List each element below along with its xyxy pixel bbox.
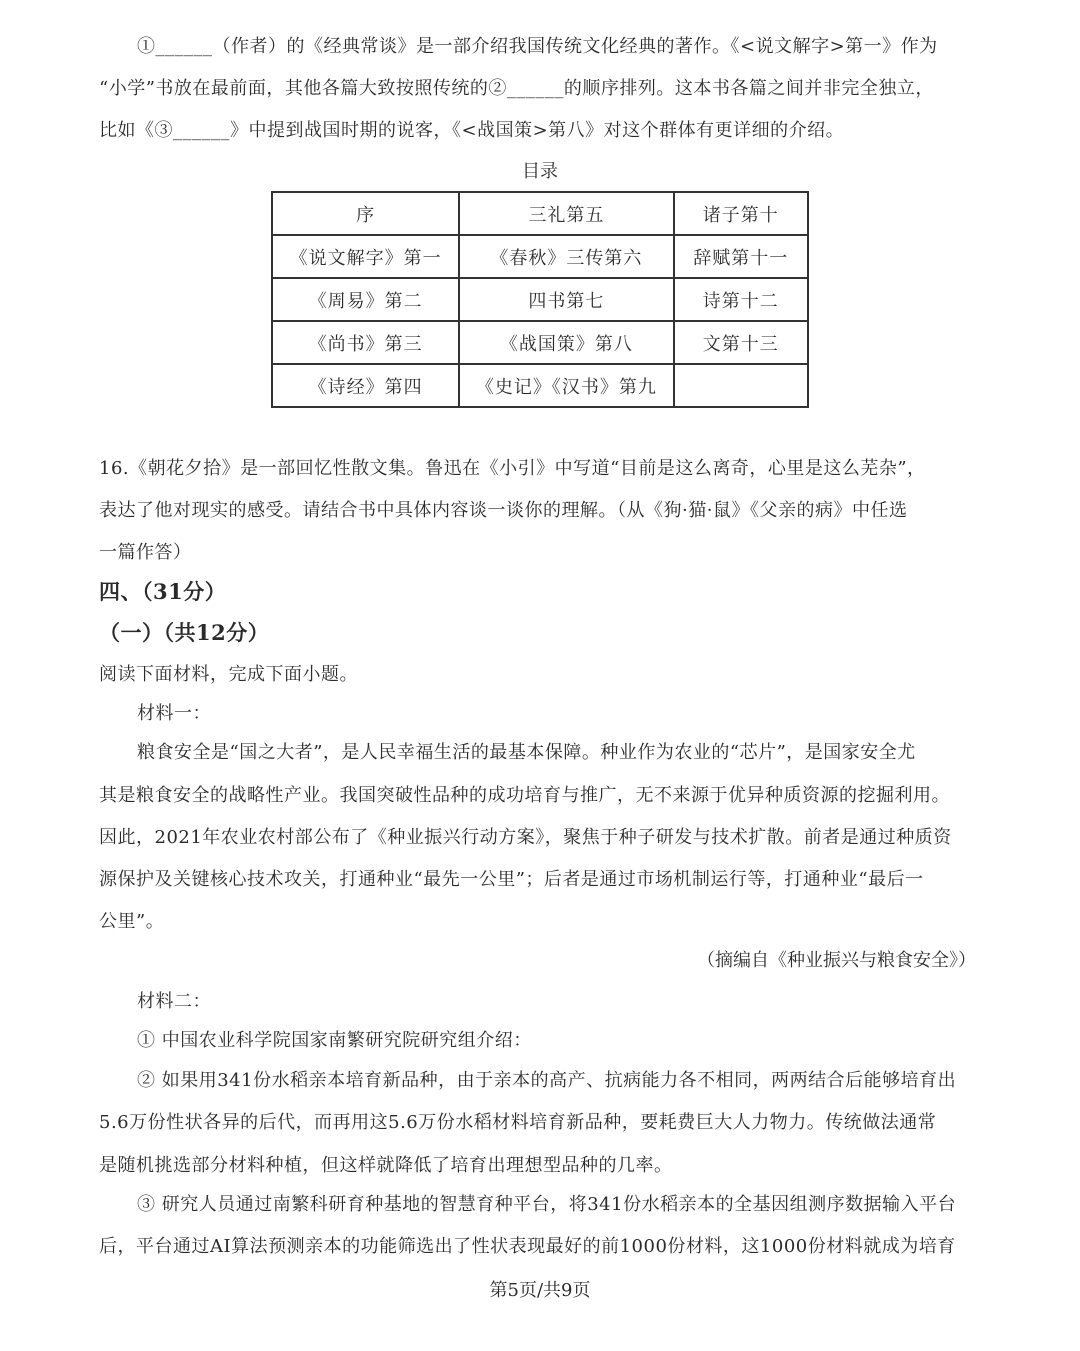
material-1-line: 其是粮食安全的战略性产业。我国突破性品种的成功培育与推广，无不来源于优异种质资源的挖掘利用。	[99, 785, 950, 806]
material-2-line: ③ 研究人员通过南繁科研育种基地的智慧育种平台，将341份水稻亲本的全基因组测序数据输入平台	[137, 1194, 957, 1215]
table-cell: 《尚书》第三	[272, 321, 459, 364]
material-2-line: ① 中国农业科学院国家南繁研究院研究组介绍：	[137, 1030, 532, 1051]
instruction-text: 阅读下面材料，完成下面小题。	[99, 664, 358, 685]
table-cell: 辞赋第十一	[674, 235, 809, 278]
table-cell: 《周易》第二	[272, 278, 459, 321]
table-cell	[674, 364, 809, 407]
table-cell: 序	[272, 192, 459, 235]
material-1-line: 粮食安全是“国之大者”，是人民幸福生活的最基本保障。种业作为农业的“芯片”，是国家安全尤	[137, 742, 916, 763]
material-2-line: 是随机挑选部分材料种植，但这样就降低了培育出理想型品种的几率。	[99, 1155, 673, 1176]
material-1-line: 因此，2021年农业农村部公布了《种业振兴行动方案》，聚焦于种子研发与技术扩散。前者是通过种质资	[99, 827, 952, 848]
toc-table	[271, 191, 809, 408]
material-2-line: 后，平台通过AI算法预测亲本的功能筛选出了性状表现最好的前1000份材料，这1000份材料就成为培育	[99, 1236, 956, 1257]
table-row	[272, 278, 808, 321]
table-cell: 三礼第五	[459, 192, 673, 235]
table-row	[272, 235, 808, 278]
material-2-line: ② 如果用341份水稻亲本培育新品种，由于亲本的高产、抗病能力各不相同，两两结合后能够培育出	[137, 1070, 957, 1091]
material-1-label: 材料一：	[137, 703, 211, 724]
table-row	[272, 364, 808, 407]
q16-line-3: 一篇作答）	[99, 542, 192, 563]
table-cell: 诗第十二	[674, 278, 809, 321]
table-cell: 《说文解字》第一	[272, 235, 459, 278]
material-1-line: 源保护及关键核心技术攻关，打通种业“最先一公里”；后者是通过市场机制运行等，打通种业“最后一	[99, 869, 924, 890]
subsection-heading: （一）（共12分）	[99, 620, 270, 645]
material-2-label: 材料二：	[137, 991, 211, 1012]
table-row	[272, 321, 808, 364]
toc-title: 目录	[522, 161, 558, 182]
table-cell: 《战国策》第八	[459, 321, 673, 364]
q15-line-3: 比如《③______》中提到战国时期的说客，《<战国策>第八》对这个群体有更详细的介绍。	[99, 120, 845, 141]
q15-line-1: ①______（作者）的《经典常谈》是一部介绍我国传统文化经典的著作。《<说文解字>第一》作为	[137, 36, 938, 57]
table-row	[272, 192, 808, 235]
material-1-line: 公里”。	[99, 911, 165, 932]
table-cell: 《史记》《汉书》第九	[459, 364, 673, 407]
page-footer: 第5页/共9页	[489, 1280, 591, 1301]
material-1-source: （摘编自《种业振兴与粮食安全》）	[697, 950, 976, 971]
table-cell: 文第十三	[674, 321, 809, 364]
material-2-line: 5.6万份性状各异的后代，而再用这5.6万份水稻材料培育新品种，要耗费巨大人力物力。传统做法通常	[99, 1112, 937, 1133]
table-cell: 《诗经》第四	[272, 364, 459, 407]
table-cell: 《春秋》三传第六	[459, 235, 673, 278]
table-cell: 四书第七	[459, 278, 673, 321]
q16-line-2: 表达了他对现实的感受。请结合书中具体内容谈一谈你的理解。（从《狗·猫·鼠》《父亲的病》中任选	[99, 500, 908, 521]
table-cell: 诸子第十	[674, 192, 809, 235]
q16-line-1: 16.《朝花夕拾》是一部回忆性散文集。鲁迅在《小引》中写道“目前是这么离奇，心里是这么芜杂”，	[99, 458, 926, 479]
q15-line-2: “小学”书放在最前面，其他各篇大致按照传统的②______的顺序排列。这本书各篇之间并非完全独立，	[99, 78, 934, 99]
section-heading: 四、（31分）	[99, 579, 227, 604]
